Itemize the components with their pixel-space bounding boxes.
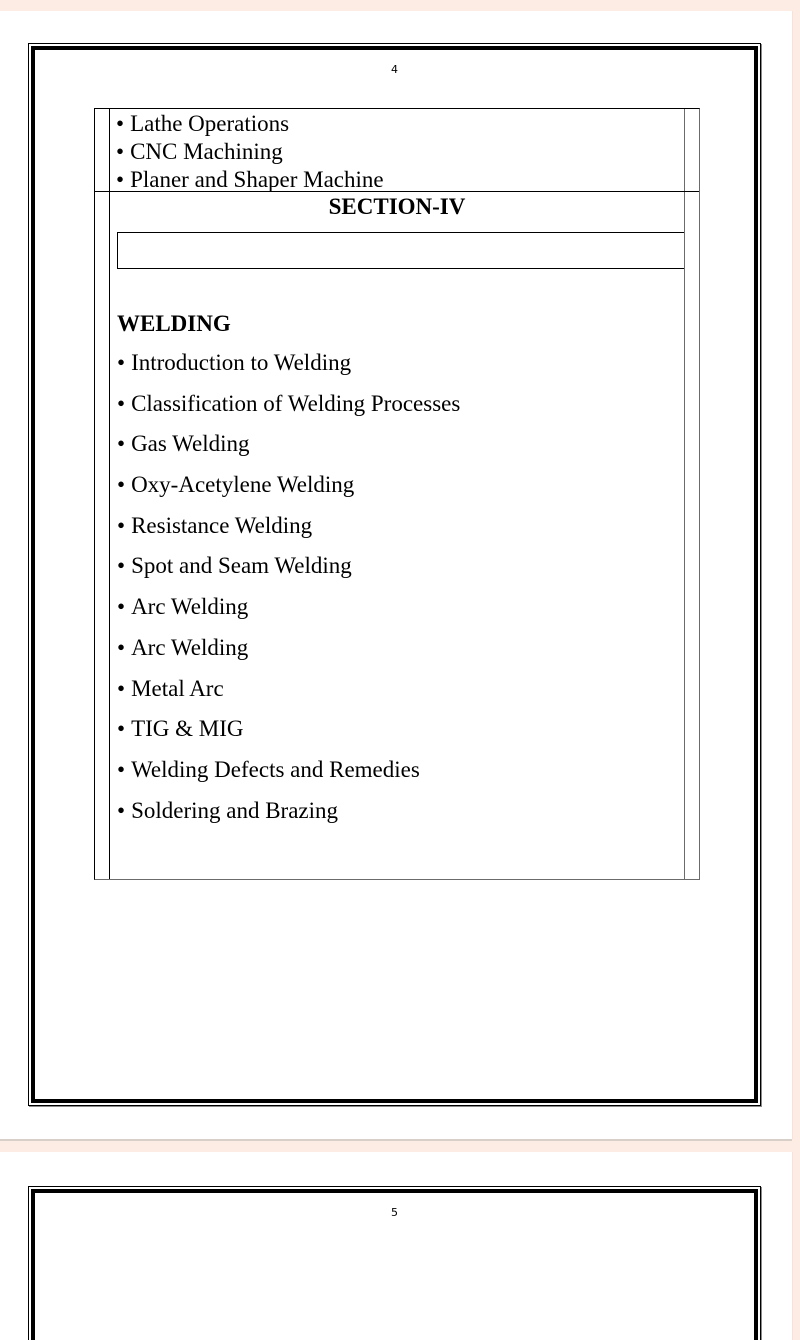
bullet-icon: • <box>116 139 125 164</box>
list-item: • Gas Welding <box>117 431 250 457</box>
list-item: • Welding Defects and Remedies <box>117 756 420 782</box>
bullet-icon: • <box>117 512 126 538</box>
page-4 <box>0 11 793 1139</box>
topic-list <box>117 349 460 837</box>
list-item: • Arc Welding <box>117 594 249 620</box>
bullet-icon: • <box>117 553 126 579</box>
list-item: • Spot and Seam Welding <box>117 553 352 579</box>
list-item: • TIG & MIG <box>117 716 244 742</box>
bullet-icon: • <box>117 634 126 660</box>
bullet-icon: • <box>117 797 126 823</box>
section-title: SECTION-IV <box>328 194 466 219</box>
bullet-icon: • <box>116 167 125 192</box>
page-number: 5 <box>391 1206 398 1219</box>
bullet-icon: • <box>117 390 126 416</box>
page-border-inner <box>31 1189 758 1340</box>
section-iv-row <box>95 192 699 879</box>
bullet-icon: • <box>116 111 125 136</box>
list-item: • Lathe Operations <box>116 111 290 136</box>
page-border-inner <box>31 46 758 1103</box>
syllabus-table <box>94 108 700 880</box>
previous-section-row <box>95 109 699 192</box>
list-item: • Resistance Welding <box>117 512 313 538</box>
bullet-icon: • <box>117 756 126 782</box>
page-border-frame <box>28 1186 761 1340</box>
list-item: • Metal Arc <box>117 675 224 701</box>
page-separator <box>0 1139 792 1141</box>
list-item: • Introduction to Welding <box>117 350 352 375</box>
page-border-frame <box>28 43 761 1106</box>
list-item: • Arc Welding <box>117 634 249 660</box>
page-5 <box>0 1152 793 1340</box>
bullet-icon: • <box>117 594 126 620</box>
bullet-icon: • <box>117 472 126 498</box>
list-item: • Oxy-Acetylene Welding <box>117 472 355 498</box>
list-item: • Planer and Shaper Machine <box>116 167 384 192</box>
empty-cell <box>117 232 684 269</box>
list-item: • Classification of Welding Processes <box>117 390 461 416</box>
bullet-icon: • <box>117 350 126 375</box>
page-number: 4 <box>391 63 398 76</box>
topic-heading: WELDING <box>117 311 231 336</box>
bullet-icon: • <box>117 431 126 457</box>
previous-section-list <box>116 110 384 194</box>
bullet-icon: • <box>117 675 126 701</box>
list-item: • CNC Machining <box>116 139 283 164</box>
list-item: • Soldering and Brazing <box>117 797 339 823</box>
bullet-icon: • <box>117 716 126 742</box>
